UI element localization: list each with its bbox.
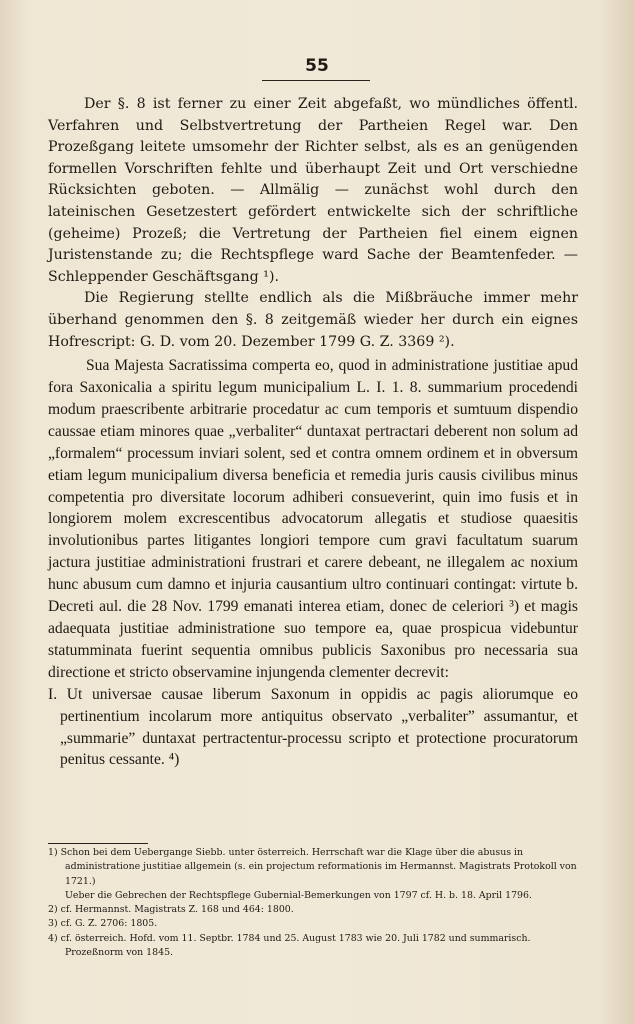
german-section <box>48 94 578 353</box>
footnote-continuation: Ueber die Gebrechen der Rechtspflege Gubernial-Bemerkungen von 1797 cf. H. b. 18. April 1796. <box>65 889 532 901</box>
footnote: 2) cf. Hermannst. Magistrats Z. 168 und 464: 1800. <box>48 904 294 916</box>
footnote-rule <box>48 843 148 844</box>
latin-article-one: I. Ut universae causae liberum Saxonum in oppidis ac pagis aliorumque eo pertinentium incolarum more antiquitus observato „verbaliter” assumantur, et „summarie” duntaxat pertractentur-processu scripto et protectione procuratorum penitus cessante. ⁴) <box>48 685 578 769</box>
footnotes <box>48 846 578 960</box>
main-text <box>48 94 578 771</box>
page-number: 55 <box>305 56 329 76</box>
footnote: 3) cf. G. Z. 2706: 1805. <box>48 918 158 930</box>
german-paragraph: Die Regierung stellte endlich als die Mißbräuche immer mehr überhand genommen den §. 8 zeitgemäß wieder her durch ein eignes Hofrescript: G. D. vom 20. Dezember 1799 G. Z. 3369 ²). <box>48 290 578 350</box>
footnote: 4) cf. österreich. Hofd. vom 11. Septbr. 1784 und 25. August 1783 wie 20. Juli 1782 und summarisch. Prozeßnorm von 1845. <box>48 932 531 959</box>
header-rule <box>262 80 370 81</box>
german-paragraph: Der §. 8 ist ferner zu einer Zeit abgefaßt, wo mündliches öffentl. Verfahren und Selbstvertretung der Partheien Regel war. Den Prozeßgang leitete umsomehr der Richter selbst, als es an genügenden formellen Vorschriften fehlte und überhaupt Zeit und Ort verschiedne Rücksichten geboten. — Allmälig — zunächst wohl durch den lateinischen Gesetzestert gefördert entwickelte sich der schriftliche (geheime) Prozeß; die Vertretung der Partheien fiel einem eignen Juristenstande zu; die Rechtspflege ward Sache der Beamtenfeder. — Schleppender Geschäftsgang ¹). <box>48 96 578 285</box>
latin-paragraph: Sua Majesta Sacratissima comperta eo, quod in administratione justitiae apud fora Saxonicalia a spiritu legum municipalium L. I. 1. 8. summarium procedendi modum praescribente arbitrarie procedatur ac cum temporis et sumtuum dispendio caussae etiam minores quae „verbaliter“ duntaxat pertractari deberent non solum ad „formalem“ processum inviari solent, sed et contra omnem ordinem et in obversum etiam legum municipalium diversa beneficia et remedia juris causis civilibus minus competentia pro diversitate locorum adhiberi consueverint, quin imo fusis et in longiorem molem excrescentibus advocatorum allegatis et studiose quaesitis involutionibus partes litigantes longiori tempore cum gravi facultatum suarum jactura justitiae administrationi frustrari et carere debeant, ne illegalem ac noxium hunc abusum cum damno et injuria causantium ultro continuari contingat: virtute b. Decreti aul. die 28 Nov. 1799 emanati interea etiam, donec de celeriori ³) et magis adaequata justitiae administratione suo tempore ea, quae prospicua videbuntur statumminata fuerint sequentia omnibus publicis Saxonibus pro necessaria sua directione et stricto observamine injungenda clementer decrevit: <box>48 357 578 681</box>
footnote: 1) Schon bei dem Uebergange Siebb. unter österreich. Herrschaft war die Klage über die abusus in administratione justitiae allgemein (s. ein projectum reformationis im Hermannst. Magistrats Protokoll von 1721.) <box>48 847 577 887</box>
latin-decree <box>48 355 578 771</box>
